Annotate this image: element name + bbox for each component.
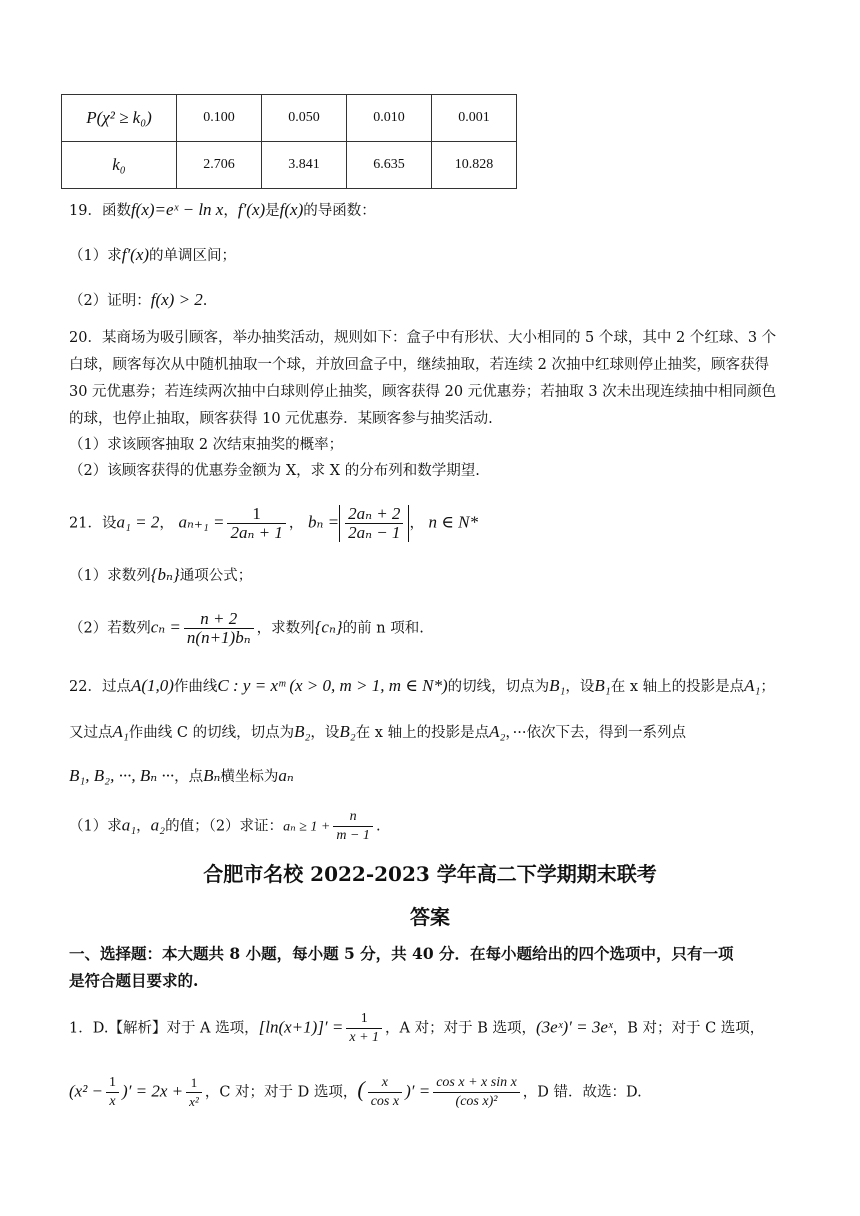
frac-den: x² [189, 1094, 199, 1109]
q20-line: 20．某商场为吸引顾客，举办抽奖活动，规则如下：盒子中有形状、大小相同的 5 个球，其中 2 个红球、3 个 [69, 330, 777, 346]
ans1-formula: [ln(x+1)]′ = [258, 1017, 344, 1037]
answer-title: 答案 [410, 905, 450, 929]
ans1-frac [433, 1074, 520, 1111]
q22-text: ，设 [565, 679, 595, 695]
q21-p1-text: 通项公式； [179, 568, 253, 584]
q22-text: 横坐标为 [220, 769, 279, 785]
q19-text: ， [223, 203, 238, 219]
q22-text: ，点 [174, 769, 204, 785]
q21-p2-frac [184, 610, 254, 647]
q22-line2 [69, 722, 686, 743]
q22-a2: a₂ [150, 815, 166, 835]
q21-part2 [69, 610, 424, 647]
q19-p1-text: 的单调区间； [149, 248, 237, 264]
frac-num: n [333, 808, 373, 827]
frac-num: 2aₙ + 2 [345, 505, 403, 524]
frac-num: 1 [106, 1074, 119, 1093]
q22-line4 [69, 808, 381, 845]
q21-bn-frac [345, 505, 403, 542]
q22-sequence: B₁, B₂, ···, Bₙ ··· [69, 766, 175, 785]
q22-text: 作曲线 C 的切线，切点为 [128, 725, 295, 741]
q22-point: A₂ [489, 722, 506, 741]
q21-p2-text: ，求数列 [256, 620, 315, 637]
q21-p1-seq: {bₙ} [150, 565, 180, 584]
q22-text: 又过点 [69, 725, 113, 741]
q21-sep: ， [159, 515, 174, 532]
q22-an: aₙ [278, 766, 294, 785]
ans1-frac [106, 1074, 119, 1111]
q20-line: 30 元优惠券；若连续两次抽中白球则停止抽奖，顾客获得 20 元优惠券；若抽取 3 次未出现连续抽中相同颜色 [69, 384, 777, 400]
q19-p2-text: . [202, 293, 208, 309]
ans1-frac [186, 1074, 202, 1111]
q22-line3 [69, 766, 294, 787]
table-cell: 6.635 [347, 142, 432, 189]
q19-deriv: f′(x) [237, 200, 266, 219]
table-cell: 2.706 [177, 142, 262, 189]
q21-p2-text: 的前 n 项和. [342, 620, 424, 637]
q22-text: ； [760, 679, 775, 695]
q21-p2-seq: {cₙ} [314, 617, 343, 637]
table-row [62, 142, 517, 189]
frac-den: x + 1 [349, 1030, 380, 1045]
q22-text: 在 x 轴上的投影是点 [610, 679, 745, 695]
q21-part1 [69, 565, 252, 586]
q21-prefix: 21．设 [69, 515, 117, 532]
q22-text: ，设 [310, 725, 340, 741]
q22-text: ， [136, 818, 151, 835]
q19-p2-formula: f(x) > 2 [150, 290, 203, 309]
q22-a1: a₁ [121, 815, 137, 835]
q22-text: 在 x 轴上的投影是点 [355, 725, 490, 741]
q19-p1-formula: f′(x) [121, 245, 150, 264]
ans1-formula: (3eˣ)′ = 3eˣ [536, 1017, 613, 1037]
critical-value-table [61, 94, 517, 189]
q21-p2-text: （2）若数列 [69, 620, 151, 637]
q19-prefix: 19．函数 [69, 203, 131, 219]
q22-point: B₁ [594, 676, 611, 695]
q21-p1-text: （1）求数列 [69, 568, 151, 584]
frac-den: n(n+1)bₙ [186, 628, 251, 647]
frac-den: 2aₙ + 1 [230, 523, 283, 542]
page-title: 合肥市名校 2022-2023 学年高二下学期期末联考 [203, 862, 657, 886]
q20-line: （1）求该顾客抽取 2 次结束抽奖的概率； [69, 437, 344, 453]
ans1-text: ，A 对；对于 B 选项， [385, 1020, 537, 1037]
q22-curve: C : y = xᵐ (x > 0, m > 1, m ∈ N*) [217, 676, 448, 695]
answer-1-line2 [69, 1074, 642, 1111]
table-cell: 0.100 [177, 95, 262, 142]
q22-text: （1）求 [69, 818, 122, 835]
q19-part2 [69, 290, 207, 311]
q22-point: Bₙ [203, 766, 221, 785]
q22-text: 作曲线 [173, 679, 218, 695]
ans1-formula: )′ = 2x + [122, 1081, 184, 1101]
frac-den: m − 1 [336, 828, 370, 843]
q22-point: A(1,0) [130, 676, 174, 695]
q20-line: 白球，顾客每次从中随机抽取一个球，并放回盒子中，继续抽取，若连续 2 次抽中红球则停止抽奖，顾客获得 [69, 357, 769, 373]
frac-num: x [368, 1074, 402, 1093]
q22-point: A₁ [112, 722, 129, 741]
q22-text: . [375, 818, 381, 835]
frac-den: 2aₙ − 1 [348, 523, 401, 542]
frac-den: (cos x)² [455, 1094, 498, 1109]
frac-num: 1 [186, 1074, 202, 1093]
q22-point: B₁ [549, 676, 566, 695]
q22-point: A₁ [744, 676, 761, 695]
q20-line: 的球，也停止抽取，顾客获得 10 元优惠券．某顾客参与抽奖活动. [69, 411, 493, 427]
ans1-frac [368, 1074, 402, 1111]
table-cell: 0.001 [432, 95, 517, 142]
q22-text: 22．过点 [69, 679, 131, 695]
frac-num: cos x + x sin x [433, 1074, 520, 1093]
q22-text: 的切线，切点为 [447, 679, 550, 695]
q19-text: 是 [265, 203, 280, 219]
table-header-cell: P(χ² ≥ k₀) [62, 95, 177, 142]
question-19 [69, 200, 376, 221]
q22-inequality-lhs: aₙ ≥ 1 + [283, 819, 331, 835]
q21-sep: ， [409, 515, 424, 532]
q21-recurrence-frac [227, 505, 285, 542]
q19-f: f(x) [279, 200, 304, 219]
q19-p2-text: （2）证明： [69, 293, 151, 309]
frac-den: cos x [370, 1094, 400, 1109]
ans1-formula: (x² − [69, 1081, 104, 1101]
q21-a1: a₁ = 2 [116, 512, 160, 532]
q19-text: 的导函数： [303, 203, 376, 219]
question-21 [69, 505, 478, 542]
q22-text: ，···依次下去，得到一系列点 [505, 725, 686, 741]
ans1-text: ，C 对；对于 D 选项， [204, 1084, 358, 1101]
table-cell: 10.828 [432, 142, 517, 189]
q20-line: （2）该顾客获得的优惠券金额为 X，求 X 的分布列和数学期望. [69, 463, 480, 479]
frac-den: x [109, 1094, 116, 1109]
table-cell: 0.050 [262, 95, 347, 142]
q22-point: B₂ [294, 722, 311, 741]
section-heading: 是符合题目要求的. [69, 971, 199, 990]
q21-sep: ， [288, 515, 304, 532]
frac-num: n + 2 [184, 610, 254, 629]
ans1-text: 1．D.【解析】对于 A 选项， [69, 1020, 259, 1037]
section-heading: 一、选择题：本大题共 8 小题，每小题 5 分，共 40 分．在每小题给出的四个选项中，只有一项 [69, 944, 734, 963]
table-row [62, 95, 517, 142]
q22-point: B₂ [339, 722, 356, 741]
ans1-text: ，D 错．故选：D. [522, 1084, 642, 1101]
answer-1-line1 [69, 1010, 764, 1047]
q22-inequality-frac [333, 808, 373, 845]
q21-domain: n ∈ N* [428, 512, 478, 532]
q19-p1-text: （1）求 [69, 248, 122, 264]
table-header-cell: k₀ [62, 142, 177, 189]
ans1-text: ，B 对；对于 C 选项， [612, 1020, 765, 1037]
table-cell: 3.841 [262, 142, 347, 189]
q19-formula: f(x)=eˣ − ln x [130, 200, 224, 219]
table-cell: 0.010 [347, 95, 432, 142]
q21-p2-lhs: cₙ = [150, 617, 181, 637]
q21-bn-abs [339, 505, 409, 542]
q22-line1 [69, 676, 775, 697]
q19-part1 [69, 245, 236, 266]
frac-num: 1 [227, 505, 285, 524]
frac-num: 1 [346, 1010, 382, 1029]
q22-text: 的值；（2）求证： [165, 818, 284, 835]
q21-recurrence-lhs: aₙ₊₁ = [178, 512, 225, 532]
ans1-formula: )′ = [405, 1081, 431, 1101]
ans1-paren: ( [357, 1076, 365, 1102]
ans1-frac [346, 1010, 382, 1047]
q21-bn-lhs: bₙ = [307, 512, 340, 532]
